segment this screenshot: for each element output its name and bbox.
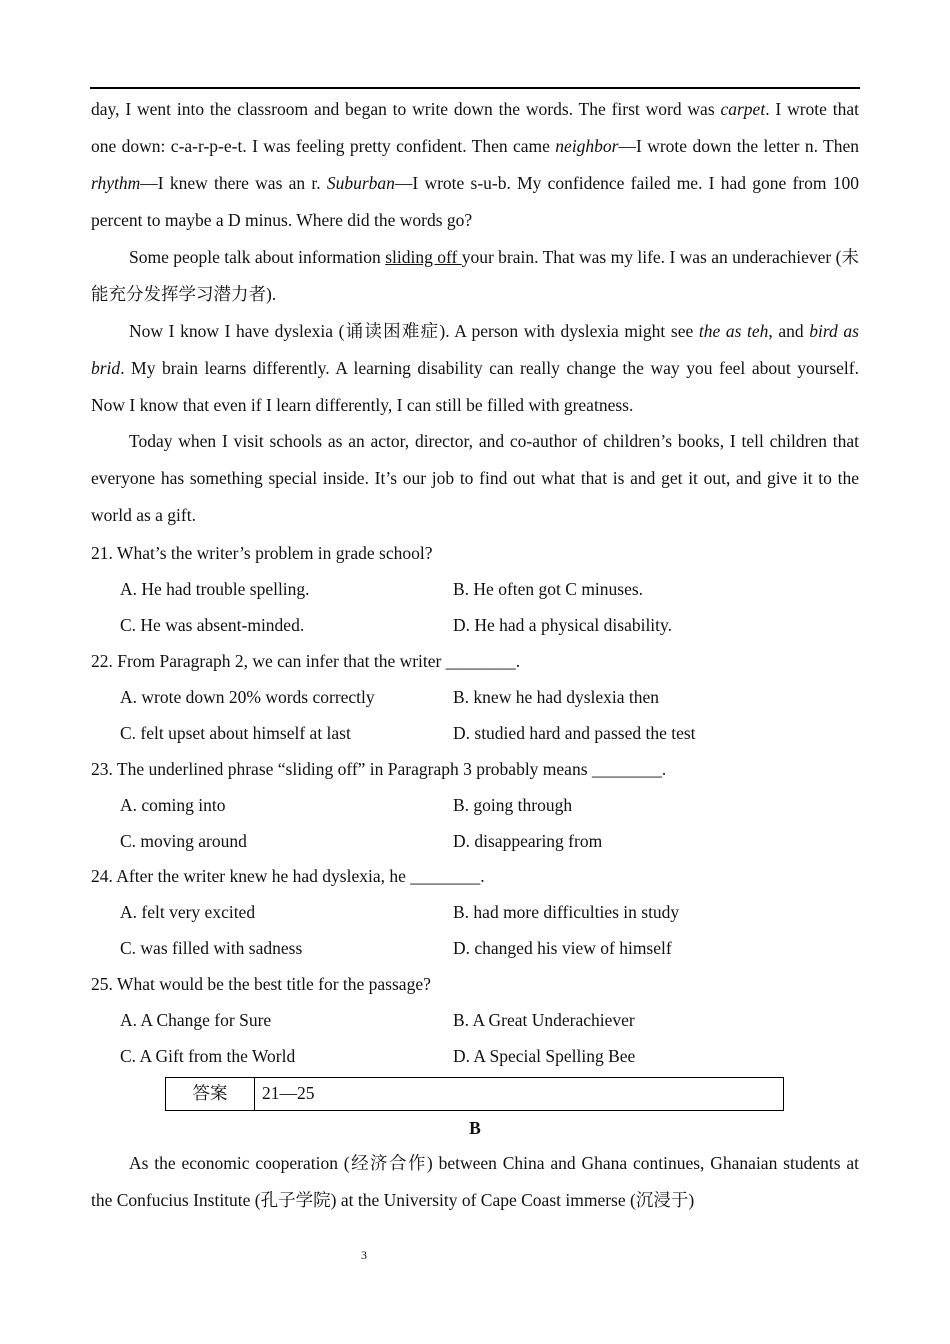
question-22-option-c: C. felt upset about himself at last	[120, 723, 351, 743]
passage-a-paragraph-3: Now I know I have dyslexia (诵读困难症). A person with dyslexia might see the as teh, and bird as brid. My brain learns differently. A learning disability can really change the way you feel about yourself. Now I know that even if I learn differently, I can still be filled with greatness.	[91, 321, 859, 415]
question-25-option-a: A. A Change for Sure	[120, 1010, 272, 1030]
question-23-stem: 23. The underlined phrase “sliding off” in Paragraph 3 probably means ________.	[91, 759, 667, 779]
question-22-stem: 22. From Paragraph 2, we can infer that the writer ________.	[91, 651, 521, 671]
header-rule	[90, 87, 860, 89]
question-23-option-c: C. moving around	[120, 831, 247, 851]
passage-a-paragraph-1: day, I went into the classroom and began to write down the words. The first word was carpet. I wrote that one down: c-a-r-p-e-t. I was feeling pretty confident. Then came neighbor—I wrote down the letter n. Then rhythm—I knew there was an r. Suburban—I wrote s-u-b. My confidence failed me. I had gone from 100 percent to maybe a D minus. Where did the words go?	[91, 99, 859, 230]
question-24-option-d: D. changed his view of himself	[453, 938, 672, 958]
question-23-option-d: D. disappearing from	[453, 831, 603, 851]
question-21-option-b: B. He often got C minuses.	[453, 579, 644, 599]
answer-range-cell: 21—25	[262, 1083, 315, 1103]
question-22-option-b: B. knew he had dyslexia then	[453, 687, 660, 707]
passage-a-paragraph-2: Some people talk about information sliding off your brain. That was my life. I was an underachiever (未能充分发挥学习潜力者).	[91, 247, 859, 304]
question-25-stem: 25. What would be the best title for the passage?	[91, 974, 431, 994]
underlined-phrase: sliding off	[385, 247, 462, 267]
question-23-option-a: A. coming into	[120, 795, 226, 815]
question-22-option-a: A. wrote down 20% words correctly	[120, 687, 375, 707]
question-21-option-c: C. He was absent-minded.	[120, 615, 305, 635]
section-heading: B	[469, 1118, 481, 1138]
answer-label-cell: 答案	[166, 1078, 255, 1110]
question-22-option-d: D. studied hard and passed the test	[453, 723, 696, 743]
question-24-option-b: B. had more difficulties in study	[453, 902, 680, 922]
question-21-option-d: D. He had a physical disability.	[453, 615, 673, 635]
question-24-option-c: C. was filled with sadness	[120, 938, 303, 958]
passage-a-paragraph-4: Today when I visit schools as an actor, director, and co-author of children’s books, I tell children that everyone has something special inside. It’s our job to find out what that is and get it out, and give it to the world as a gift.	[91, 431, 859, 525]
question-25-option-d: D. A Special Spelling Bee	[453, 1046, 636, 1066]
answer-table	[165, 1077, 784, 1111]
question-25-option-c: C. A Gift from the World	[120, 1046, 296, 1066]
question-24-option-a: A. felt very excited	[120, 902, 256, 922]
question-21-stem: 21. What’s the writer’s problem in grade school?	[91, 543, 433, 563]
question-24-stem: 24. After the writer knew he had dyslexia, he ________.	[91, 866, 485, 886]
question-21-option-a: A. He had trouble spelling.	[120, 579, 310, 599]
passage-b-paragraph-1: As the economic cooperation (经济合作) between China and Ghana continues, Ghanaian students at the Confucius Institute (孔子学院) at the University of Cape Coast immerse (沉浸于)	[91, 1153, 859, 1210]
question-23-option-b: B. going through	[453, 795, 573, 815]
question-25-option-b: B. A Great Underachiever	[453, 1010, 635, 1030]
page-number: 3	[361, 1248, 367, 1262]
